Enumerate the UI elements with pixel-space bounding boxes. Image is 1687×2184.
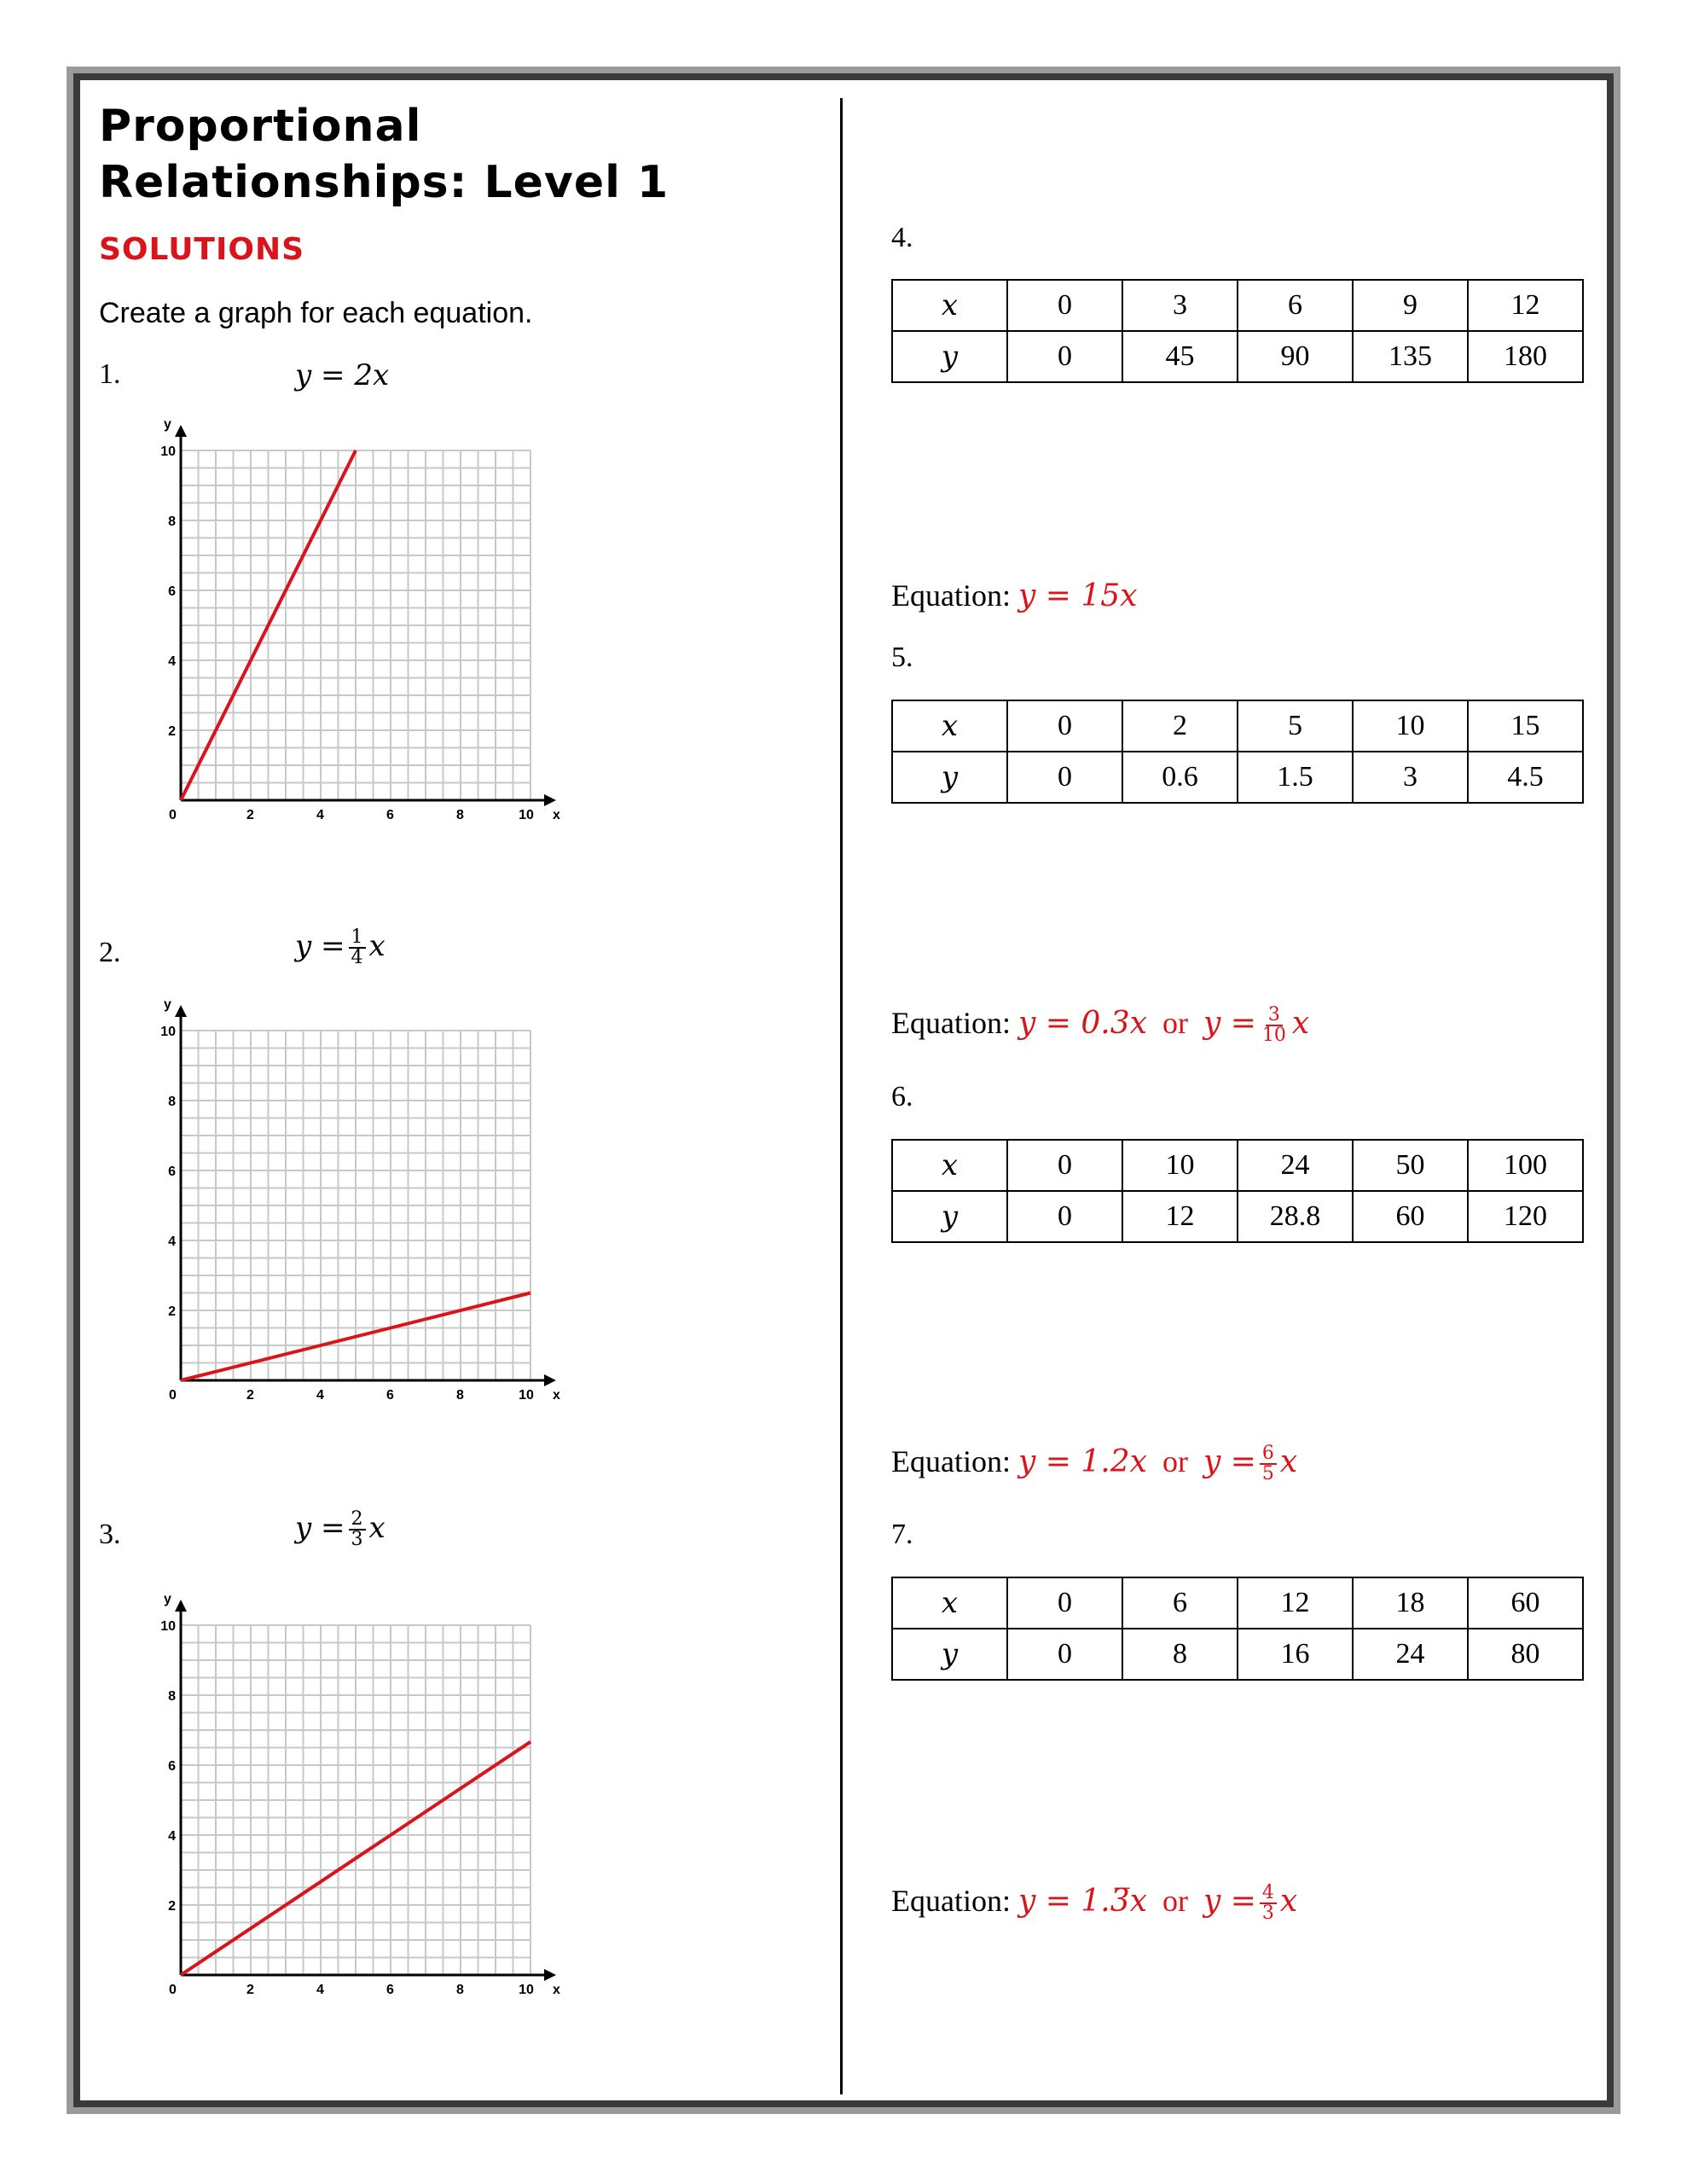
table-cell: 100 <box>1468 1140 1583 1191</box>
table-cell: 6 <box>1238 280 1353 331</box>
table-cell: 1.5 <box>1238 752 1353 803</box>
x-tick-label: 8 <box>456 808 464 822</box>
table-row <box>892 1191 1583 1242</box>
y-tick-label: 8 <box>168 1689 176 1704</box>
table-cell: 24 <box>1238 1140 1353 1191</box>
table-cell: 15 <box>1468 700 1583 752</box>
x-tick-label: 2 <box>246 1388 254 1403</box>
table-cell: 3 <box>1353 752 1468 803</box>
x-tick-label: 4 <box>316 808 324 822</box>
table-cell: y <box>892 752 1007 803</box>
x-axis-label: x <box>553 1388 560 1403</box>
table-cell: 0 <box>1007 1191 1122 1242</box>
equation-lhs: y = <box>295 1511 345 1545</box>
table-cell: x <box>892 1577 1007 1629</box>
table-cell: 0 <box>1007 1629 1122 1680</box>
problem-number: 4. <box>891 222 913 253</box>
table-cell: 12 <box>1122 1191 1238 1242</box>
x-axis-label: x <box>553 808 560 822</box>
x-tick-label: 2 <box>246 1983 254 1997</box>
equation-label: Equation: <box>891 1006 1011 1040</box>
table-cell: 28.8 <box>1238 1191 1353 1242</box>
equation-rhs: 2x <box>354 358 390 392</box>
equation-answer-alt <box>1203 1443 1298 1484</box>
fraction <box>349 928 366 967</box>
equation-label: Equation: <box>891 1444 1011 1478</box>
table-cell: y <box>892 331 1007 382</box>
equation-lhs: y = <box>295 358 345 392</box>
x-tick-label: 10 <box>519 1388 534 1403</box>
table-row <box>892 1577 1583 1629</box>
y-tick-label: 8 <box>168 514 176 529</box>
equation-answer-main: y = 1.3̅x <box>1017 1884 1147 1919</box>
y-tick-label: 2 <box>168 724 176 739</box>
y-axis-label: y <box>164 997 171 1012</box>
x-tick-label: 10 <box>519 808 534 822</box>
equation-var: x <box>1279 1884 1298 1919</box>
table-cell: 90 <box>1238 331 1353 382</box>
table-cell: 180 <box>1468 331 1583 382</box>
x-tick-label: 0 <box>169 1983 177 1997</box>
or-text: or <box>1162 1444 1188 1478</box>
y-tick-label: 6 <box>168 1165 176 1179</box>
table-cell: 10 <box>1353 700 1468 752</box>
y-axis-label: y <box>164 1592 171 1606</box>
fraction-denominator: 5 <box>1261 1463 1274 1484</box>
table-row <box>892 1140 1583 1191</box>
x-tick-label: 6 <box>386 1388 394 1403</box>
equation-var: x <box>368 1511 386 1545</box>
column-divider <box>840 98 843 2094</box>
y-axis-arrow-icon <box>175 425 187 437</box>
y-axis-arrow-icon <box>175 1005 187 1017</box>
table-cell: 5 <box>1238 700 1353 752</box>
table-cell: y <box>892 1191 1007 1242</box>
table-cell: 120 <box>1468 1191 1583 1242</box>
problem-number: 3. <box>99 1519 121 1550</box>
table-cell: 12 <box>1468 280 1583 331</box>
x-tick-label: 6 <box>386 1983 394 1997</box>
table-row <box>892 700 1583 752</box>
table-cell: 0 <box>1007 752 1122 803</box>
y-tick-label: 4 <box>168 654 176 669</box>
table-cell: 0.6 <box>1122 752 1238 803</box>
x-axis-arrow-icon <box>544 794 556 806</box>
fraction-denominator: 3 <box>351 1529 363 1550</box>
x-tick-label: 8 <box>456 1983 464 1997</box>
y-tick-label: 10 <box>160 1619 176 1634</box>
problem-number: 5. <box>891 642 913 673</box>
table-row <box>892 1629 1583 1680</box>
table-cell: 60 <box>1353 1191 1468 1242</box>
table-row <box>892 280 1583 331</box>
x-axis-arrow-icon <box>544 1374 556 1386</box>
or-text: or <box>1162 1006 1188 1040</box>
table-cell: 45 <box>1122 331 1238 382</box>
x-axis-label: x <box>553 1983 560 1997</box>
equation-label: Equation: <box>891 578 1011 613</box>
solutions-label: SOLUTIONS <box>99 232 305 267</box>
fraction-numerator: 4 <box>1260 1884 1277 1904</box>
graph-2 <box>145 988 571 1414</box>
table-cell: 135 <box>1353 331 1468 382</box>
x-tick-label: 0 <box>169 1388 177 1403</box>
y-tick-label: 6 <box>168 1759 176 1774</box>
x-axis-arrow-icon <box>544 1969 556 1981</box>
fraction-numerator: 3 <box>1266 1006 1283 1026</box>
x-tick-label: 8 <box>456 1388 464 1403</box>
table-cell: 12 <box>1238 1577 1353 1629</box>
instruction-text: Create a graph for each equation. <box>99 297 533 329</box>
equation-answer-main: y = 0.3x <box>1017 1006 1147 1041</box>
equation-lhs: y = <box>1203 1444 1256 1479</box>
value-table <box>891 1139 1584 1243</box>
problem-number: 2. <box>99 937 121 968</box>
table-cell: 80 <box>1468 1629 1583 1680</box>
page-title-line2: Relationships: Level 1 <box>99 157 670 208</box>
fraction-denominator: 3 <box>1261 1902 1274 1924</box>
table-cell: 0 <box>1007 1577 1122 1629</box>
table-cell: 16 <box>1238 1629 1353 1680</box>
table-cell: 24 <box>1353 1629 1468 1680</box>
equation-var: x <box>1291 1006 1310 1041</box>
x-tick-label: 2 <box>246 808 254 822</box>
y-tick-label: 10 <box>160 1025 176 1039</box>
x-tick-label: 6 <box>386 808 394 822</box>
equation-var: x <box>368 929 386 963</box>
x-tick-label: 4 <box>316 1388 324 1403</box>
table-cell: 4.5 <box>1468 752 1583 803</box>
equation-var: x <box>1279 1444 1298 1479</box>
page-title-line1: Proportional <box>99 101 422 152</box>
table-cell: x <box>892 700 1007 752</box>
graph-1 <box>145 408 571 834</box>
table-row <box>892 331 1583 382</box>
table-cell: 0 <box>1007 331 1122 382</box>
equation-answer-alt <box>1203 1004 1310 1046</box>
value-table <box>891 279 1584 383</box>
fraction <box>349 1510 366 1549</box>
problem-number: 1. <box>99 358 121 390</box>
table-cell: 9 <box>1353 280 1468 331</box>
table-cell: 0 <box>1007 280 1122 331</box>
y-axis-arrow-icon <box>175 1600 187 1612</box>
fraction-denominator: 10 <box>1261 1025 1286 1046</box>
table-cell: 50 <box>1353 1140 1468 1191</box>
table-cell: 10 <box>1122 1140 1238 1191</box>
table-cell: 0 <box>1007 1140 1122 1191</box>
y-axis-label: y <box>164 417 171 432</box>
value-table <box>891 1577 1584 1681</box>
equation-answer <box>891 578 1137 613</box>
fraction <box>1260 1884 1277 1923</box>
x-tick-label: 0 <box>169 808 177 822</box>
fraction <box>1260 1444 1277 1484</box>
equation <box>295 928 386 967</box>
table-cell: 0 <box>1007 700 1122 752</box>
table-cell: 60 <box>1468 1577 1583 1629</box>
y-tick-label: 4 <box>168 1829 176 1844</box>
y-tick-label: 2 <box>168 1899 176 1914</box>
table-cell: 6 <box>1122 1577 1238 1629</box>
equation <box>295 358 389 392</box>
y-tick-label: 2 <box>168 1304 176 1319</box>
table-cell: x <box>892 280 1007 331</box>
equation <box>295 1510 386 1549</box>
equation-lhs: y = <box>1203 1006 1256 1041</box>
table-cell: 8 <box>1122 1629 1238 1680</box>
table-cell: y <box>892 1629 1007 1680</box>
equation-answer <box>891 1443 1297 1484</box>
y-tick-label: 4 <box>168 1234 176 1249</box>
value-table <box>891 700 1584 804</box>
graph-3 <box>145 1583 571 2009</box>
equation-answer <box>891 1005 1309 1045</box>
fraction-denominator: 4 <box>351 947 363 968</box>
fraction-numerator: 2 <box>349 1510 366 1531</box>
y-tick-label: 6 <box>168 584 176 599</box>
equation-lhs: y = <box>295 929 345 963</box>
or-text: or <box>1162 1884 1188 1918</box>
y-tick-label: 10 <box>160 444 176 459</box>
x-tick-label: 10 <box>519 1983 534 1997</box>
equation-answer-main: y = 15x <box>1017 578 1138 613</box>
fraction-numerator: 6 <box>1260 1444 1277 1465</box>
equation-label: Equation: <box>891 1884 1011 1918</box>
fraction-numerator: 1 <box>349 928 366 949</box>
fraction <box>1260 1006 1289 1045</box>
problem-number: 6. <box>891 1081 913 1112</box>
y-tick-label: 8 <box>168 1095 176 1109</box>
table-cell: 3 <box>1122 280 1238 331</box>
equation-answer <box>891 1883 1297 1923</box>
table-cell: 18 <box>1353 1577 1468 1629</box>
equation-answer-main: y = 1.2x <box>1017 1444 1147 1479</box>
equation-answer-alt <box>1203 1882 1298 1924</box>
table-row <box>892 752 1583 803</box>
equation-lhs: y = <box>1203 1884 1256 1919</box>
x-tick-label: 4 <box>316 1983 324 1997</box>
problem-number: 7. <box>891 1519 913 1550</box>
table-cell: x <box>892 1140 1007 1191</box>
table-cell: 2 <box>1122 700 1238 752</box>
